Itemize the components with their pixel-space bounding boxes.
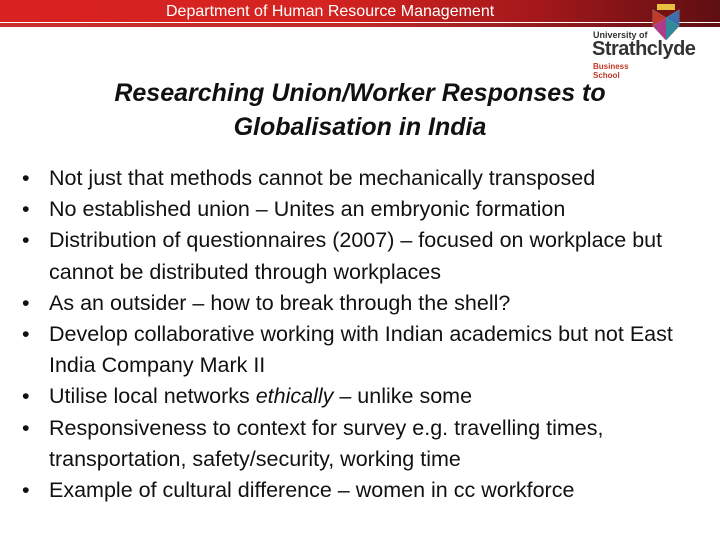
bullet-item: • Example of cultural difference – women in cc workforce bbox=[22, 478, 575, 503]
bullet-list bbox=[18, 163, 718, 506]
university-logo bbox=[588, 4, 698, 84]
bullet-item: • Not just that methods cannot be mechanically transposed bbox=[22, 166, 596, 190]
slide-title: Researching Union/Worker Responses to Globalisation in India bbox=[114, 79, 606, 141]
bullet-item: • Distribution of questionnaires (2007) – focused on workplace but cannot be distributed through workplaces bbox=[22, 228, 663, 284]
logo-line1: University of bbox=[593, 30, 648, 40]
bullet-item: • Responsiveness to context for survey e.g. travelling times, transportation, safety/security, working time bbox=[22, 415, 604, 471]
bullet-item: • Develop collaborative working with Indian academics but not East India Company Mark II bbox=[22, 322, 673, 378]
department-name: Department of Human Resource Management bbox=[166, 3, 495, 20]
logo-line2: Strathclyde bbox=[592, 38, 696, 60]
logo-line3: Business School bbox=[593, 62, 629, 80]
bullet-item: • As an outsider – how to break through the shell? bbox=[22, 290, 511, 315]
crest-icon bbox=[651, 4, 681, 40]
bullet-item: • Utilise local networks ethically – unlike some bbox=[22, 384, 473, 409]
bullet-item: • No established union – Unites an embryonic formation bbox=[22, 197, 566, 222]
